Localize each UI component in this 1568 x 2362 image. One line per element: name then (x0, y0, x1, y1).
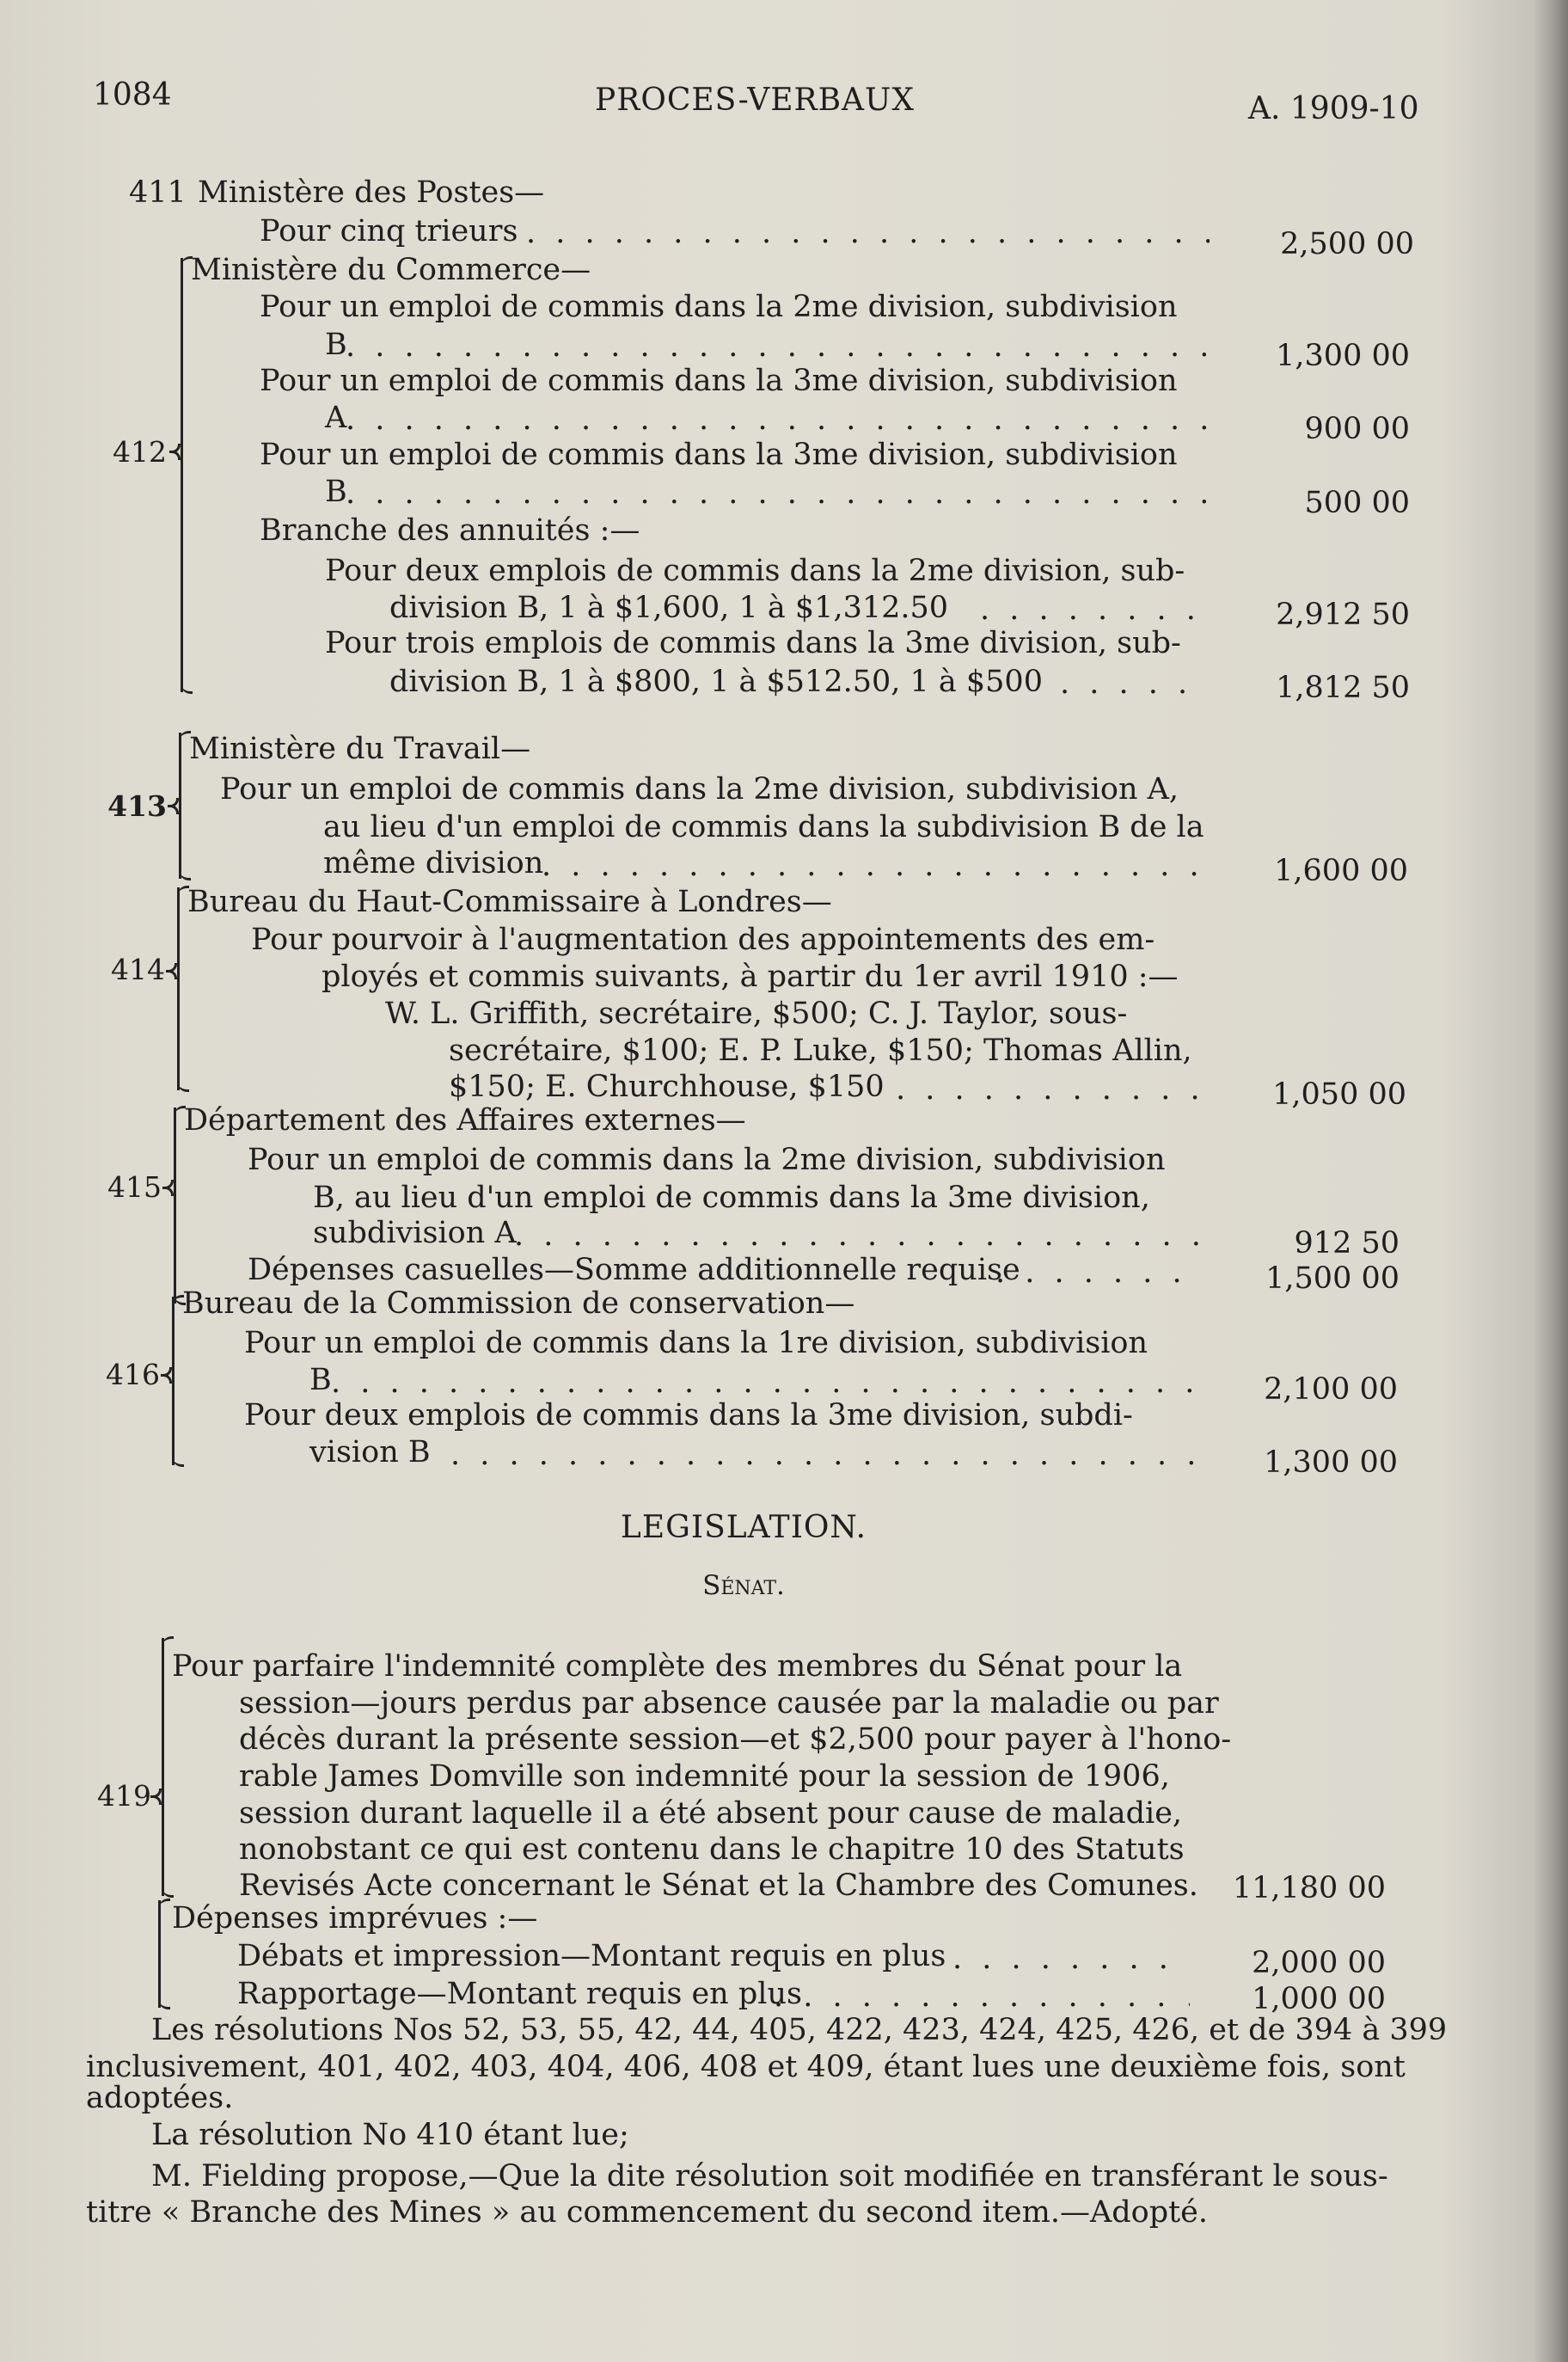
entry-text: Pour trois emplois de commis dans la 3me division, sub- (325, 626, 1181, 660)
leader-dots (514, 1218, 1202, 1254)
item-411-number: 411 (129, 175, 187, 210)
entry-text: A (325, 401, 347, 435)
item-411-line: Pour cinq trieurs (260, 214, 518, 248)
entry-text: rable James Domville son indemnité pour la session de 1906, (239, 1759, 1170, 1794)
leader-dots (346, 402, 1210, 438)
leader-dots (980, 592, 1210, 628)
entry-text: Pour un emploi de commis dans la 2me division, subdivision (248, 1143, 1166, 1177)
leader-dots (526, 215, 1210, 251)
amount: 2,912 50 (1276, 598, 1410, 632)
amount: 1,300 00 (1264, 1445, 1398, 1480)
paragraph-line: M. Fielding propose,—Que la dite résolution soit modifiée en transférant le sous- (151, 2159, 1388, 2193)
entry-text: Pour un emploi de commis dans la 3me division, subdivision (260, 364, 1178, 398)
entry-text: subdivision A (313, 1216, 517, 1250)
entry-text: Revisés Acte concernant le Sénat et la Chambre des Comunes. (239, 1868, 1198, 1903)
entry-text: division B, 1 à $1,600, 1 à $1,312.50 (389, 591, 949, 625)
section-subtitle: Sénat. (702, 1570, 785, 1601)
item-415-number: 415 (107, 1170, 162, 1204)
entry-text: Pour un emploi de commis dans la 2me division, subdivision A, (220, 772, 1179, 807)
amount: 2,500 00 (1280, 227, 1414, 261)
amount: 500 00 (1304, 486, 1410, 520)
amount: 912 50 (1294, 1226, 1400, 1261)
paragraph-line: Les résolutions Nos 52, 53, 55, 42, 44, 405, 422, 423, 424, 425, 426, et de 394 à 399 (151, 2013, 1448, 2047)
item-411-heading: Ministère des Postes— (198, 175, 545, 210)
item-413-heading: Ministère du Travail— (189, 732, 531, 766)
amount: 1,812 50 (1276, 671, 1410, 705)
item-413-number: 413 (107, 789, 167, 823)
entry-text: décès durant la présente session—et $2,500 pour payer à l'hono- (239, 1722, 1232, 1757)
paragraph-line: inclusivement, 401, 402, 403, 404, 406, 408 et 409, étant lues une deuxième fois, sont (86, 2050, 1406, 2084)
entry-text: même division (323, 846, 544, 880)
item-414-number: 414 (111, 953, 165, 986)
entry-text: secrétaire, $100; E. P. Luke, $150; Thomas Allin, (449, 1034, 1192, 1068)
item-416-heading: Bureau de la Commission de conservation— (182, 1286, 855, 1321)
item-419-number: 419 (97, 1779, 151, 1813)
brace (158, 1900, 169, 2008)
brace-tip (162, 1367, 172, 1381)
leader-dots (542, 848, 1208, 884)
leader-dots (995, 1255, 1202, 1291)
amount: 1,000 00 (1252, 1982, 1386, 2016)
session-year: A. 1909-10 (1248, 91, 1419, 126)
leader-dots (774, 1979, 1190, 2015)
leader-dots (331, 1365, 1202, 1401)
entry-text: session durant laquelle il a été absent pour cause de maladie, (239, 1796, 1183, 1831)
leader-dots (952, 1941, 1190, 1977)
brace-tip (167, 963, 177, 977)
entry-text: $150; E. Churchhouse, $150 (449, 1070, 885, 1104)
amount: 1,050 00 (1272, 1077, 1406, 1112)
paragraph-line: adoptées. (86, 2081, 234, 2115)
running-title: PROCES-VERBAUX (595, 83, 915, 118)
leader-dots (896, 1071, 1205, 1107)
section-title: LEGISLATION. (620, 1510, 867, 1545)
entry-text: Pour pourvoir à l'augmentation des appointements des em- (251, 923, 1155, 957)
amount: 2,000 00 (1252, 1946, 1386, 1980)
entry-text: division B, 1 à $800, 1 à $512.50, 1 à $500 (389, 665, 1043, 699)
amount: 1,300 00 (1276, 339, 1410, 373)
entry-text: Pour un emploi de commis dans la 2me division, subdivision (260, 290, 1178, 324)
amount: 1,500 00 (1265, 1261, 1400, 1296)
paragraph-line: La résolution No 410 étant lue; (151, 2118, 629, 2152)
entry-text: Dépenses casuelles—Somme additionnelle requise (248, 1253, 1020, 1287)
page-number: 1084 (93, 77, 172, 113)
paragraph-line: titre « Branche des Mines » au commencement du second item.—Adopté. (86, 2195, 1209, 2230)
entry-text: Pour deux emplois de commis dans la 2me division, sub- (325, 554, 1185, 588)
brace-tip (163, 1180, 174, 1193)
amount: 900 00 (1304, 412, 1410, 446)
brace-tip (170, 444, 181, 457)
leader-dots (346, 475, 1210, 512)
entry-text: ployés et commis suivants, à partir du 1er avril 1910 :— (322, 960, 1179, 994)
entry-text: vision B (309, 1435, 431, 1469)
item-415-heading: Département des Affaires externes— (184, 1103, 746, 1138)
entry-text: B (325, 328, 347, 362)
entry-text: Pour un emploi de commis dans la 3me division, subdivision (260, 438, 1178, 472)
subheading: Dépenses imprévues :— (172, 1901, 538, 1936)
brace (181, 258, 192, 692)
leader-dots (346, 328, 1210, 365)
entry-text: Débats et impression—Montant requis en plus (237, 1939, 946, 1973)
book-gutter-shadow (1534, 0, 1568, 2362)
item-412-heading: Ministère du Commerce— (191, 253, 591, 287)
entry-text: Pour parfaire l'indemnité complète des membres du Sénat pour la (172, 1649, 1183, 1684)
entry-text: Rapportage—Montant requis en plus (237, 1977, 802, 2011)
item-414-heading: Bureau du Haut-Commissaire à Londres— (187, 885, 832, 919)
leader-dots (1060, 666, 1210, 702)
entry-text: au lieu d'un emploi de commis dans la subdivision B de la (323, 810, 1204, 844)
entry-text: W. L. Griffith, secrétaire, $500; C. J. Taylor, sous- (385, 997, 1128, 1031)
item-416-number: 416 (106, 1358, 160, 1391)
item-412-number: 412 (113, 435, 167, 469)
leader-dots (450, 1437, 1202, 1473)
brace-tip (151, 1788, 162, 1802)
amount: 2,100 00 (1264, 1372, 1398, 1407)
entry-text: B (325, 475, 347, 509)
entry-text: B, au lieu d'un emploi de commis dans la 3me division, (313, 1181, 1150, 1215)
entry-text: nonobstant ce qui est contenu dans le chapitre 10 des Statuts (239, 1832, 1185, 1867)
entry-text: Pour deux emplois de commis dans la 3me division, subdi- (244, 1398, 1133, 1433)
entry-text: B (309, 1363, 332, 1397)
brace-tip (168, 798, 179, 812)
entry-text: Pour un emploi de commis dans la 1re division, subdivision (244, 1326, 1148, 1360)
amount: 11,180 00 (1232, 1871, 1386, 1905)
subheading: Branche des annuités :— (260, 513, 640, 548)
brace (172, 1297, 183, 1465)
entry-text: session—jours perdus par absence causée par la maladie ou par (239, 1686, 1219, 1721)
amount: 1,600 00 (1274, 854, 1408, 888)
